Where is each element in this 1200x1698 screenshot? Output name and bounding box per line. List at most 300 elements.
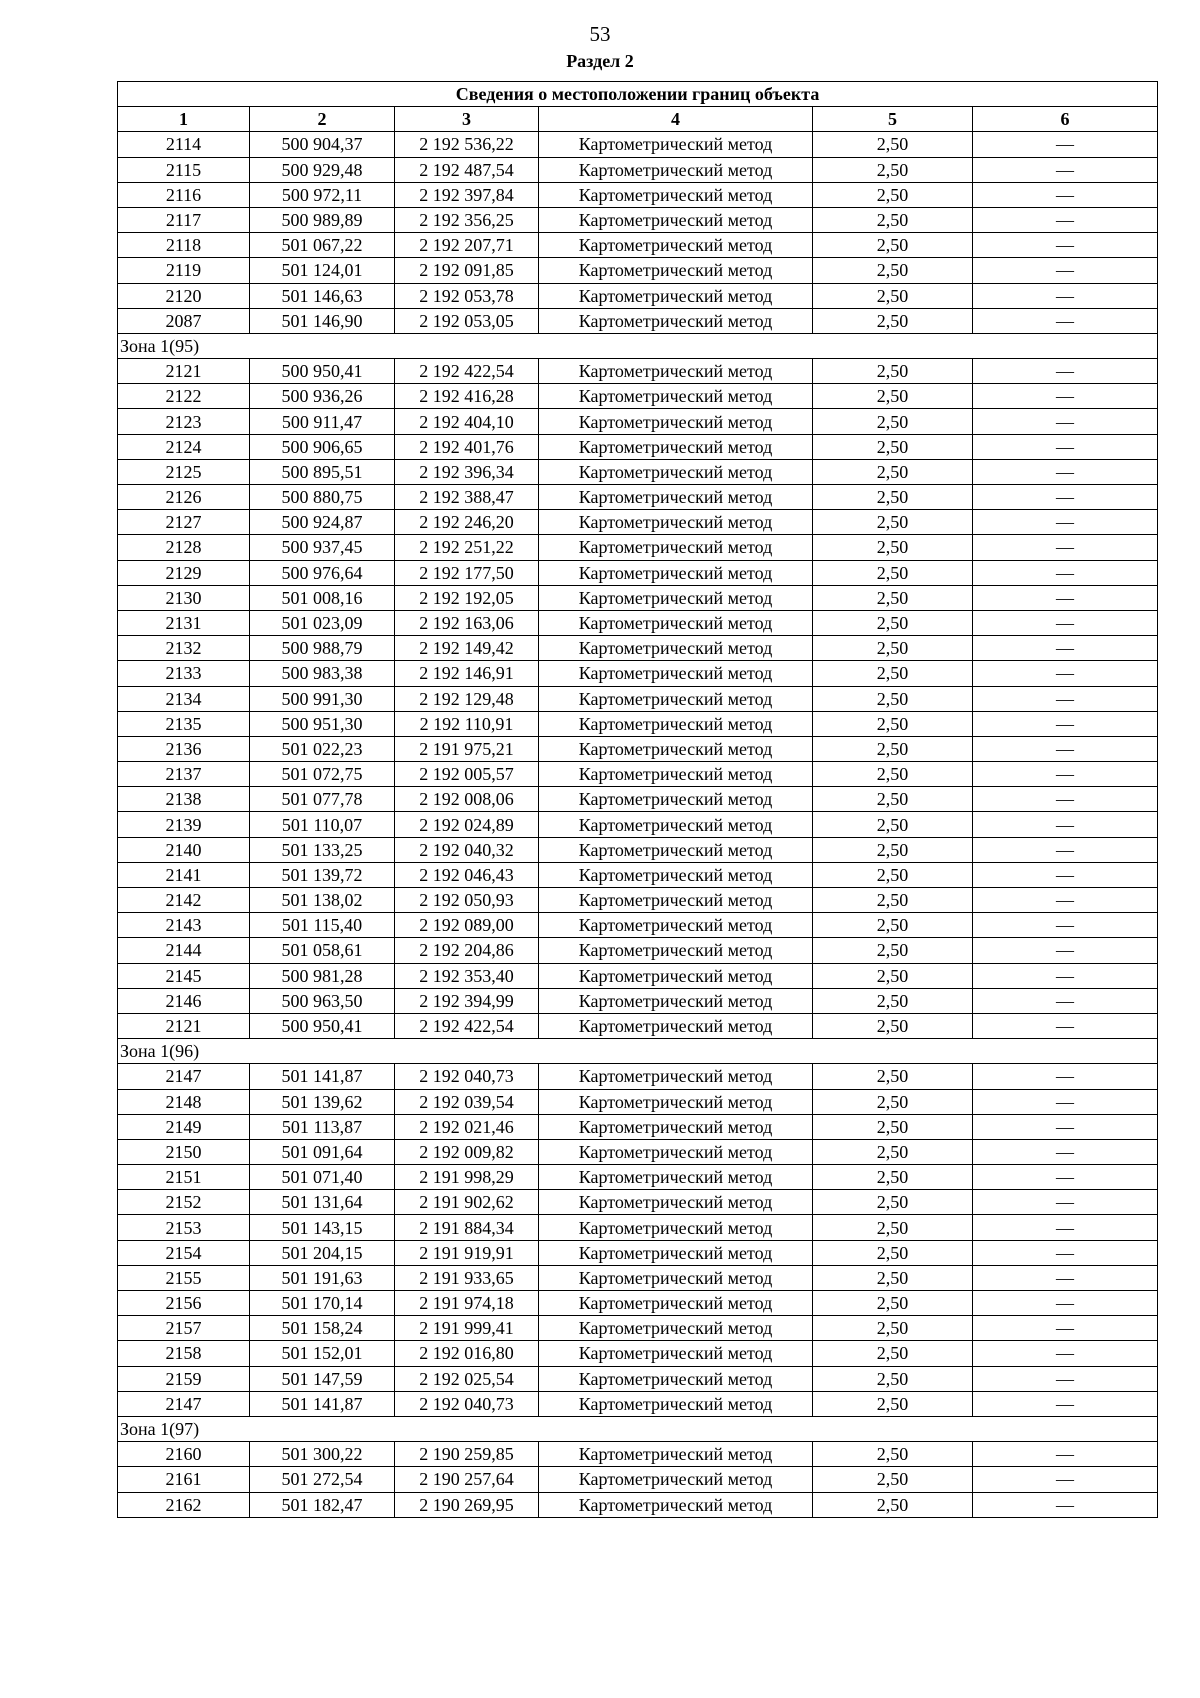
table-row [118, 862, 1158, 887]
method-cell: Картометрический метод [539, 736, 813, 761]
table-row [118, 787, 1158, 812]
x-coordinate-cell: 500 951,30 [250, 711, 395, 736]
x-coordinate-cell: 501 091,64 [250, 1139, 395, 1164]
x-coordinate-cell: 501 124,01 [250, 258, 395, 283]
table-row [118, 384, 1158, 409]
x-coordinate-cell: 500 895,51 [250, 459, 395, 484]
zone-label: Зона 1(97) [118, 1416, 1158, 1441]
method-cell: Картометрический метод [539, 837, 813, 862]
x-coordinate-cell: 501 072,75 [250, 762, 395, 787]
method-cell: Картометрический метод [539, 1341, 813, 1366]
point-number-cell: 2161 [118, 1467, 250, 1492]
point-number-cell: 2158 [118, 1341, 250, 1366]
y-coordinate-cell: 2 192 016,80 [395, 1341, 539, 1366]
point-number-cell: 2121 [118, 359, 250, 384]
y-coordinate-cell: 2 192 353,40 [395, 963, 539, 988]
x-coordinate-cell: 501 141,87 [250, 1391, 395, 1416]
point-number-cell: 2141 [118, 862, 250, 887]
description-cell: — [973, 888, 1158, 913]
description-cell: — [973, 1114, 1158, 1139]
table-row [118, 1215, 1158, 1240]
y-coordinate-cell: 2 192 536,22 [395, 132, 539, 157]
method-cell: Картометрический метод [539, 1391, 813, 1416]
accuracy-cell: 2,50 [813, 182, 973, 207]
table-row [118, 1442, 1158, 1467]
method-cell: Картометрический метод [539, 988, 813, 1013]
x-coordinate-cell: 500 936,26 [250, 384, 395, 409]
method-cell: Картометрический метод [539, 888, 813, 913]
table-row [118, 1467, 1158, 1492]
description-cell: — [973, 1291, 1158, 1316]
table-row [118, 711, 1158, 736]
y-coordinate-cell: 2 192 091,85 [395, 258, 539, 283]
point-number-cell: 2131 [118, 610, 250, 635]
method-cell: Картометрический метод [539, 610, 813, 635]
y-coordinate-cell: 2 192 207,71 [395, 233, 539, 258]
description-cell: — [973, 132, 1158, 157]
y-coordinate-cell: 2 192 024,89 [395, 812, 539, 837]
description-cell: — [973, 686, 1158, 711]
point-number-cell: 2130 [118, 585, 250, 610]
point-number-cell: 2151 [118, 1165, 250, 1190]
table-row [118, 535, 1158, 560]
table-row [118, 1366, 1158, 1391]
method-cell: Картометрический метод [539, 308, 813, 333]
accuracy-cell: 2,50 [813, 1291, 973, 1316]
y-coordinate-cell: 2 192 053,78 [395, 283, 539, 308]
table-row [118, 182, 1158, 207]
point-number-cell: 2142 [118, 888, 250, 913]
x-coordinate-cell: 501 204,15 [250, 1240, 395, 1265]
x-coordinate-cell: 500 904,37 [250, 132, 395, 157]
accuracy-cell: 2,50 [813, 459, 973, 484]
method-cell: Картометрический метод [539, 359, 813, 384]
accuracy-cell: 2,50 [813, 1265, 973, 1290]
accuracy-cell: 2,50 [813, 812, 973, 837]
table-row [118, 963, 1158, 988]
table-row [118, 1265, 1158, 1290]
accuracy-cell: 2,50 [813, 485, 973, 510]
point-number-cell: 2114 [118, 132, 250, 157]
y-coordinate-cell: 2 192 401,76 [395, 434, 539, 459]
point-number-cell: 2118 [118, 233, 250, 258]
y-coordinate-cell: 2 192 422,54 [395, 359, 539, 384]
method-cell: Картометрический метод [539, 1089, 813, 1114]
point-number-cell: 2127 [118, 510, 250, 535]
x-coordinate-cell: 501 139,62 [250, 1089, 395, 1114]
accuracy-cell: 2,50 [813, 1391, 973, 1416]
y-coordinate-cell: 2 192 177,50 [395, 560, 539, 585]
method-cell: Картометрический метод [539, 1366, 813, 1391]
point-number-cell: 2132 [118, 636, 250, 661]
page-number: 53 [589, 22, 611, 46]
y-coordinate-cell: 2 192 129,48 [395, 686, 539, 711]
table-row [118, 132, 1158, 157]
y-coordinate-cell: 2 192 394,99 [395, 988, 539, 1013]
table-row [118, 1190, 1158, 1215]
x-coordinate-cell: 501 146,90 [250, 308, 395, 333]
x-coordinate-cell: 501 008,16 [250, 585, 395, 610]
y-coordinate-cell: 2 192 021,46 [395, 1114, 539, 1139]
y-coordinate-cell: 2 192 089,00 [395, 913, 539, 938]
table-row [118, 258, 1158, 283]
y-coordinate-cell: 2 192 487,54 [395, 157, 539, 182]
accuracy-cell: 2,50 [813, 888, 973, 913]
y-coordinate-cell: 2 192 039,54 [395, 1089, 539, 1114]
point-number-cell: 2133 [118, 661, 250, 686]
point-number-cell: 2136 [118, 736, 250, 761]
accuracy-cell: 2,50 [813, 1064, 973, 1089]
x-coordinate-cell: 500 924,87 [250, 510, 395, 535]
y-coordinate-cell: 2 190 257,64 [395, 1467, 539, 1492]
method-cell: Картометрический метод [539, 711, 813, 736]
table-row [118, 359, 1158, 384]
x-coordinate-cell: 501 133,25 [250, 837, 395, 862]
table-row [118, 762, 1158, 787]
method-cell: Картометрический метод [539, 1291, 813, 1316]
description-cell: — [973, 1492, 1158, 1517]
point-number-cell: 2129 [118, 560, 250, 585]
x-coordinate-cell: 501 170,14 [250, 1291, 395, 1316]
table-row [118, 233, 1158, 258]
method-cell: Картометрический метод [539, 535, 813, 560]
accuracy-cell: 2,50 [813, 585, 973, 610]
table-row [118, 812, 1158, 837]
accuracy-cell: 2,50 [813, 1341, 973, 1366]
y-coordinate-cell: 2 192 110,91 [395, 711, 539, 736]
description-cell: — [973, 585, 1158, 610]
x-coordinate-cell: 500 976,64 [250, 560, 395, 585]
point-number-cell: 2150 [118, 1139, 250, 1164]
x-coordinate-cell: 501 067,22 [250, 233, 395, 258]
x-coordinate-cell: 500 988,79 [250, 636, 395, 661]
method-cell: Картометрический метод [539, 1492, 813, 1517]
x-coordinate-cell: 501 110,07 [250, 812, 395, 837]
method-cell: Картометрический метод [539, 1165, 813, 1190]
description-cell: — [973, 283, 1158, 308]
description-cell: — [973, 384, 1158, 409]
point-number-cell: 2122 [118, 384, 250, 409]
point-number-cell: 2143 [118, 913, 250, 938]
description-cell: — [973, 711, 1158, 736]
accuracy-cell: 2,50 [813, 207, 973, 232]
y-coordinate-cell: 2 192 149,42 [395, 636, 539, 661]
column-header-row [118, 107, 1158, 132]
description-cell: — [973, 485, 1158, 510]
description-cell: — [973, 182, 1158, 207]
method-cell: Картометрический метод [539, 787, 813, 812]
x-coordinate-cell: 500 983,38 [250, 661, 395, 686]
accuracy-cell: 2,50 [813, 1366, 973, 1391]
method-cell: Картометрический метод [539, 207, 813, 232]
x-coordinate-cell: 500 937,45 [250, 535, 395, 560]
description-cell: — [973, 1013, 1158, 1038]
description-cell: — [973, 510, 1158, 535]
accuracy-cell: 2,50 [813, 1240, 973, 1265]
table-row [118, 485, 1158, 510]
x-coordinate-cell: 501 077,78 [250, 787, 395, 812]
point-number-cell: 2115 [118, 157, 250, 182]
point-number-cell: 2117 [118, 207, 250, 232]
y-coordinate-cell: 2 191 974,18 [395, 1291, 539, 1316]
zone-row [118, 1416, 1158, 1441]
y-coordinate-cell: 2 192 046,43 [395, 862, 539, 887]
x-coordinate-cell: 501 182,47 [250, 1492, 395, 1517]
column-header: 2 [250, 107, 395, 132]
table-row [118, 1139, 1158, 1164]
description-cell: — [973, 1190, 1158, 1215]
method-cell: Картометрический метод [539, 1265, 813, 1290]
table-row [118, 1291, 1158, 1316]
description-cell: — [973, 762, 1158, 787]
x-coordinate-cell: 501 131,64 [250, 1190, 395, 1215]
x-coordinate-cell: 500 991,30 [250, 686, 395, 711]
point-number-cell: 2147 [118, 1064, 250, 1089]
table-row [118, 1064, 1158, 1089]
method-cell: Картометрический метод [539, 258, 813, 283]
accuracy-cell: 2,50 [813, 686, 973, 711]
accuracy-cell: 2,50 [813, 1114, 973, 1139]
accuracy-cell: 2,50 [813, 283, 973, 308]
y-coordinate-cell: 2 192 356,25 [395, 207, 539, 232]
description-cell: — [973, 1442, 1158, 1467]
description-cell: — [973, 434, 1158, 459]
x-coordinate-cell: 501 143,15 [250, 1215, 395, 1240]
accuracy-cell: 2,50 [813, 535, 973, 560]
point-number-cell: 2135 [118, 711, 250, 736]
x-coordinate-cell: 501 071,40 [250, 1165, 395, 1190]
point-number-cell: 2144 [118, 938, 250, 963]
point-number-cell: 2124 [118, 434, 250, 459]
table-row [118, 913, 1158, 938]
accuracy-cell: 2,50 [813, 258, 973, 283]
x-coordinate-cell: 500 950,41 [250, 359, 395, 384]
point-number-cell: 2157 [118, 1316, 250, 1341]
method-cell: Картометрический метод [539, 1240, 813, 1265]
table-row [118, 661, 1158, 686]
method-cell: Картометрический метод [539, 686, 813, 711]
point-number-cell: 2149 [118, 1114, 250, 1139]
table-row [118, 1089, 1158, 1114]
y-coordinate-cell: 2 192 388,47 [395, 485, 539, 510]
method-cell: Картометрический метод [539, 1467, 813, 1492]
description-cell: — [973, 535, 1158, 560]
description-cell: — [973, 1139, 1158, 1164]
accuracy-cell: 2,50 [813, 384, 973, 409]
point-number-cell: 2138 [118, 787, 250, 812]
table-row [118, 510, 1158, 535]
table-row [118, 736, 1158, 761]
zone-row [118, 333, 1158, 358]
description-cell: — [973, 308, 1158, 333]
method-cell: Картометрический метод [539, 384, 813, 409]
table-row [118, 1391, 1158, 1416]
method-cell: Картометрический метод [539, 132, 813, 157]
table-row [118, 1341, 1158, 1366]
method-cell: Картометрический метод [539, 1442, 813, 1467]
description-cell: — [973, 787, 1158, 812]
point-number-cell: 2119 [118, 258, 250, 283]
accuracy-cell: 2,50 [813, 1442, 973, 1467]
accuracy-cell: 2,50 [813, 1316, 973, 1341]
y-coordinate-cell: 2 192 040,73 [395, 1064, 539, 1089]
column-header: 6 [973, 107, 1158, 132]
y-coordinate-cell: 2 192 163,06 [395, 610, 539, 635]
point-number-cell: 2156 [118, 1291, 250, 1316]
accuracy-cell: 2,50 [813, 409, 973, 434]
method-cell: Картометрический метод [539, 585, 813, 610]
point-number-cell: 2153 [118, 1215, 250, 1240]
y-coordinate-cell: 2 191 902,62 [395, 1190, 539, 1215]
y-coordinate-cell: 2 192 416,28 [395, 384, 539, 409]
accuracy-cell: 2,50 [813, 157, 973, 182]
method-cell: Картометрический метод [539, 283, 813, 308]
description-cell: — [973, 157, 1158, 182]
method-cell: Картометрический метод [539, 762, 813, 787]
y-coordinate-cell: 2 192 404,10 [395, 409, 539, 434]
y-coordinate-cell: 2 192 146,91 [395, 661, 539, 686]
table-row [118, 1492, 1158, 1517]
point-number-cell: 2123 [118, 409, 250, 434]
y-coordinate-cell: 2 192 008,06 [395, 787, 539, 812]
table-row [118, 610, 1158, 635]
column-header: 1 [118, 107, 250, 132]
point-number-cell: 2121 [118, 1013, 250, 1038]
y-coordinate-cell: 2 192 397,84 [395, 182, 539, 207]
x-coordinate-cell: 501 272,54 [250, 1467, 395, 1492]
table-row [118, 157, 1158, 182]
description-cell: — [973, 736, 1158, 761]
method-cell: Картометрический метод [539, 661, 813, 686]
table-row [118, 283, 1158, 308]
description-cell: — [973, 988, 1158, 1013]
point-number-cell: 2155 [118, 1265, 250, 1290]
accuracy-cell: 2,50 [813, 1013, 973, 1038]
accuracy-cell: 2,50 [813, 560, 973, 585]
point-number-cell: 2148 [118, 1089, 250, 1114]
x-coordinate-cell: 500 989,89 [250, 207, 395, 232]
x-coordinate-cell: 501 152,01 [250, 1341, 395, 1366]
point-number-cell: 2147 [118, 1391, 250, 1416]
x-coordinate-cell: 501 115,40 [250, 913, 395, 938]
y-coordinate-cell: 2 192 204,86 [395, 938, 539, 963]
point-number-cell: 2116 [118, 182, 250, 207]
table-row [118, 459, 1158, 484]
x-coordinate-cell: 500 972,11 [250, 182, 395, 207]
x-coordinate-cell: 501 141,87 [250, 1064, 395, 1089]
accuracy-cell: 2,50 [813, 132, 973, 157]
x-coordinate-cell: 501 023,09 [250, 610, 395, 635]
table-caption-row [118, 82, 1158, 107]
method-cell: Картометрический метод [539, 157, 813, 182]
y-coordinate-cell: 2 192 396,34 [395, 459, 539, 484]
description-cell: — [973, 258, 1158, 283]
description-cell: — [973, 1265, 1158, 1290]
table-row [118, 434, 1158, 459]
table-row [118, 888, 1158, 913]
section-title: Раздел 2 [566, 51, 634, 71]
description-cell: — [973, 661, 1158, 686]
method-cell: Картометрический метод [539, 560, 813, 585]
x-coordinate-cell: 500 911,47 [250, 409, 395, 434]
accuracy-cell: 2,50 [813, 711, 973, 736]
x-coordinate-cell: 500 929,48 [250, 157, 395, 182]
table-row [118, 585, 1158, 610]
y-coordinate-cell: 2 192 040,32 [395, 837, 539, 862]
point-number-cell: 2087 [118, 308, 250, 333]
y-coordinate-cell: 2 191 975,21 [395, 736, 539, 761]
method-cell: Картометрический метод [539, 1114, 813, 1139]
point-number-cell: 2125 [118, 459, 250, 484]
x-coordinate-cell: 501 158,24 [250, 1316, 395, 1341]
point-number-cell: 2139 [118, 812, 250, 837]
description-cell: — [973, 359, 1158, 384]
x-coordinate-cell: 500 906,65 [250, 434, 395, 459]
description-cell: — [973, 837, 1158, 862]
accuracy-cell: 2,50 [813, 988, 973, 1013]
y-coordinate-cell: 2 192 009,82 [395, 1139, 539, 1164]
y-coordinate-cell: 2 191 998,29 [395, 1165, 539, 1190]
point-number-cell: 2159 [118, 1366, 250, 1391]
description-cell: — [973, 1215, 1158, 1240]
x-coordinate-cell: 501 139,72 [250, 862, 395, 887]
y-coordinate-cell: 2 192 251,22 [395, 535, 539, 560]
method-cell: Картометрический метод [539, 1316, 813, 1341]
description-cell: — [973, 1467, 1158, 1492]
point-number-cell: 2162 [118, 1492, 250, 1517]
y-coordinate-cell: 2 192 050,93 [395, 888, 539, 913]
description-cell: — [973, 1165, 1158, 1190]
point-number-cell: 2152 [118, 1190, 250, 1215]
column-header: 5 [813, 107, 973, 132]
accuracy-cell: 2,50 [813, 1492, 973, 1517]
description-cell: — [973, 963, 1158, 988]
method-cell: Картометрический метод [539, 434, 813, 459]
method-cell: Картометрический метод [539, 510, 813, 535]
table-row [118, 1013, 1158, 1038]
accuracy-cell: 2,50 [813, 359, 973, 384]
description-cell: — [973, 1316, 1158, 1341]
table-row [118, 988, 1158, 1013]
accuracy-cell: 2,50 [813, 913, 973, 938]
method-cell: Картометрический метод [539, 1064, 813, 1089]
description-cell: — [973, 862, 1158, 887]
method-cell: Картометрический метод [539, 862, 813, 887]
accuracy-cell: 2,50 [813, 736, 973, 761]
point-number-cell: 2140 [118, 837, 250, 862]
point-number-cell: 2137 [118, 762, 250, 787]
accuracy-cell: 2,50 [813, 837, 973, 862]
description-cell: — [973, 459, 1158, 484]
accuracy-cell: 2,50 [813, 762, 973, 787]
method-cell: Картометрический метод [539, 963, 813, 988]
description-cell: — [973, 1240, 1158, 1265]
point-number-cell: 2160 [118, 1442, 250, 1467]
table-row [118, 1114, 1158, 1139]
accuracy-cell: 2,50 [813, 963, 973, 988]
table-row [118, 207, 1158, 232]
table-row [118, 938, 1158, 963]
y-coordinate-cell: 2 191 884,34 [395, 1215, 539, 1240]
description-cell: — [973, 610, 1158, 635]
x-coordinate-cell: 501 022,23 [250, 736, 395, 761]
accuracy-cell: 2,50 [813, 1089, 973, 1114]
x-coordinate-cell: 501 058,61 [250, 938, 395, 963]
method-cell: Картометрический метод [539, 636, 813, 661]
x-coordinate-cell: 500 950,41 [250, 1013, 395, 1038]
table-row [118, 1316, 1158, 1341]
description-cell: — [973, 1064, 1158, 1089]
